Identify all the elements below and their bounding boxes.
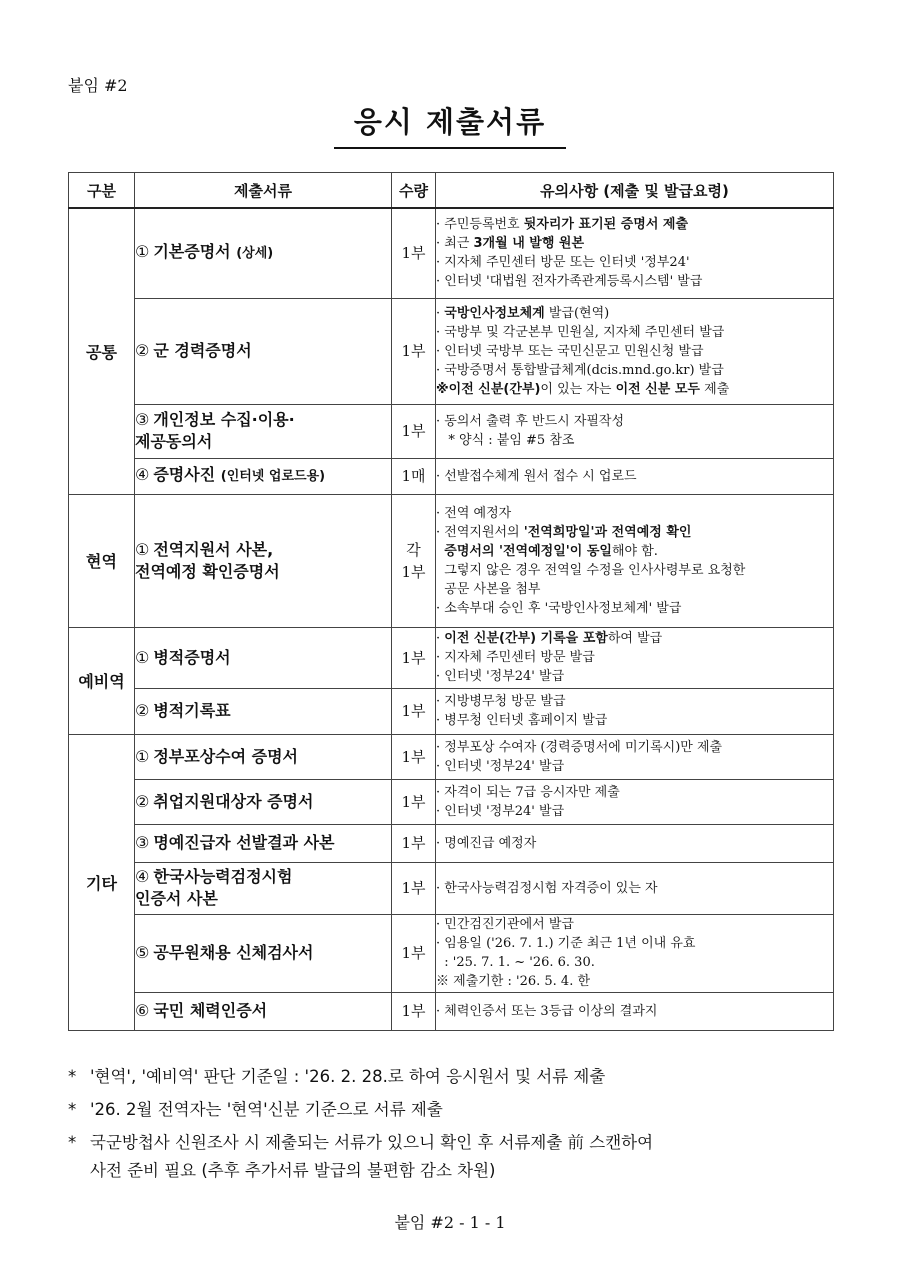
header-document: 제출서류 <box>135 173 392 209</box>
notes-cell <box>436 779 834 824</box>
note-emphasis: ※이전 신분(간부) <box>436 381 541 397</box>
note-text: 하여 발급 <box>607 631 663 646</box>
document-cell <box>135 824 392 862</box>
quantity-cell: 1부 <box>392 734 436 779</box>
quantity-cell: 1부 <box>392 298 436 404</box>
note-line <box>436 915 833 934</box>
note-text: · 지방병무청 방문 발급 <box>436 694 566 709</box>
attachment-label: 붙임 #2 <box>68 76 128 95</box>
note-text: * 양식 : 붙임 #5 참조 <box>436 433 575 448</box>
document-cell <box>135 494 392 627</box>
note-text: ※ 제출기한 : '26. 5. 4. 한 <box>436 974 591 989</box>
item-number: ④ <box>135 867 150 886</box>
table-row <box>69 298 834 404</box>
table-row <box>69 688 834 734</box>
note-line <box>436 692 833 711</box>
note-text: · 최근 <box>436 236 474 252</box>
note-line <box>436 234 833 253</box>
note-line <box>436 738 833 757</box>
note-text: · 인터넷 '정부24' 발급 <box>436 669 565 684</box>
note-text: · 국방부 및 각군본부 민원실, 지자체 주민센터 발급 <box>436 324 725 340</box>
item-number: ① <box>135 746 150 766</box>
notes-cell <box>436 298 834 404</box>
footnote <box>68 1063 605 1091</box>
quantity-cell: 1부 <box>392 208 436 298</box>
note-text: · <box>436 631 445 646</box>
note-line <box>436 361 833 380</box>
notes-cell <box>436 824 834 862</box>
note-line <box>436 323 833 342</box>
note-text: · 인터넷 국방부 또는 국민신문고 민원신청 발급 <box>436 343 704 359</box>
document-cell <box>135 779 392 824</box>
table-row <box>69 627 834 688</box>
document-name: 취업지원대상자 증명서 <box>153 791 314 811</box>
footnote <box>68 1096 443 1124</box>
table-header-row <box>69 173 834 209</box>
footnote-star: * <box>68 1133 77 1152</box>
item-number: ⑤ <box>135 943 150 962</box>
note-line <box>436 711 833 730</box>
note-line <box>436 215 833 234</box>
note-line <box>436 757 833 776</box>
item-number: ③ <box>135 833 150 852</box>
quantity-cell: 1부 <box>392 404 436 458</box>
note-text: · 국방증명서 통합발급체계(dcis.mnd.go.kr) 발급 <box>436 362 724 378</box>
note-text: · 전역 예정자 <box>436 505 512 521</box>
table-row <box>69 992 834 1030</box>
note-text: · 인터넷 '정부24' 발급 <box>436 758 565 774</box>
document-name: 국민 체력인증서 <box>153 1001 268 1020</box>
table-row <box>69 208 834 298</box>
note-text: · 인터넷 '대법원 전자가족관계등록시스템' 발급 <box>436 274 703 290</box>
note-text: · 병무청 인터넷 홈페이지 발급 <box>436 713 608 728</box>
note-line <box>436 934 833 953</box>
note-text: · 인터넷 '정부24' 발급 <box>436 803 565 819</box>
note-text: · 주민등록번호 <box>436 217 524 233</box>
note-line <box>436 953 833 972</box>
note-line <box>436 504 833 523</box>
document-cell <box>135 208 392 298</box>
document-name: 증명사진 <box>153 465 216 484</box>
note-emphasis: 뒷자리가 표기된 증명서 제출 <box>523 217 689 233</box>
note-line <box>436 783 833 802</box>
note-text: · <box>436 305 445 321</box>
note-line <box>436 802 833 821</box>
quantity-cell: 1매 <box>392 458 436 494</box>
document-name: 전역지원서 사본, 전역예정 확인증명서 <box>135 539 280 581</box>
item-number: ① <box>135 242 150 262</box>
note-text: · 지자체 주민센터 방문 또는 인터넷 '정부24' <box>436 255 690 271</box>
note-text: 해야 함. <box>611 543 658 559</box>
note-line <box>436 648 833 667</box>
quantity-cell: 1부 <box>392 914 436 992</box>
document-name: 한국사능력검정시험 인증서 사본 <box>135 867 293 908</box>
document-name: 병적기록표 <box>153 701 231 720</box>
document-cell <box>135 404 392 458</box>
footnote-star: * <box>68 1100 77 1119</box>
notes-cell <box>436 494 834 627</box>
note-emphasis: 3개월 내 발행 원본 <box>473 236 585 252</box>
item-number: ⑥ <box>135 1001 150 1020</box>
footnote-star: * <box>68 1067 77 1086</box>
note-text: · 소속부대 승인 후 '국방인사정보체계' 발급 <box>436 600 682 616</box>
note-text: 공문 사본을 첨부 <box>436 581 541 597</box>
note-line <box>436 972 833 991</box>
note-line <box>436 599 833 618</box>
note-line <box>436 523 833 542</box>
document-cell <box>135 914 392 992</box>
note-text: · 체력인증서 또는 3등급 이상의 결과지 <box>436 1003 658 1019</box>
quantity-cell: 1부 <box>392 627 436 688</box>
quantity-cell: 각 1부 <box>392 494 436 627</box>
note-text: 발급(현역) <box>544 305 610 321</box>
notes-cell <box>436 914 834 992</box>
document-cell <box>135 734 392 779</box>
note-line <box>436 561 833 580</box>
note-line <box>436 431 833 450</box>
note-line <box>436 542 833 561</box>
document-name: 개인정보 수집·이용· 제공동의서 <box>135 410 295 451</box>
notes-cell <box>436 688 834 734</box>
notes-cell <box>436 862 834 914</box>
table-row <box>69 914 834 992</box>
notes-cell <box>436 734 834 779</box>
document-cell <box>135 862 392 914</box>
notes-cell <box>436 404 834 458</box>
item-number: ① <box>135 647 150 667</box>
note-line <box>436 412 833 431</box>
item-number: ② <box>135 791 150 811</box>
note-text: · 임용일 ('26. 7. 1.) 기준 최근 1년 이내 유효 <box>436 936 696 951</box>
header-quantity: 수량 <box>392 173 436 209</box>
quantity-cell: 1부 <box>392 862 436 914</box>
note-emphasis: 이전 신분(간부) 기록을 포함 <box>444 631 608 646</box>
item-number: ② <box>135 341 150 360</box>
note-text: · 동의서 출력 후 반드시 자필작성 <box>436 414 625 429</box>
document-cell <box>135 458 392 494</box>
header-category: 구분 <box>69 173 135 209</box>
title-underline <box>334 147 566 149</box>
note-text: 제출 <box>700 381 730 397</box>
note-text: · 전역지원서의 <box>436 524 524 540</box>
document-cell <box>135 298 392 404</box>
category-cell: 예비역 <box>69 627 135 734</box>
category-cell: 공통 <box>69 208 135 494</box>
note-text: · 한국사능력검정시험 자격증이 있는 자 <box>436 880 658 896</box>
item-number: ③ <box>135 410 150 429</box>
item-number: ② <box>135 701 150 720</box>
note-text: · 명예진급 예정자 <box>436 835 537 851</box>
note-text: 그렇지 않은 경우 전역일 수정을 인사사령부로 요청한 <box>436 562 746 578</box>
note-line <box>436 580 833 599</box>
note-line <box>436 253 833 272</box>
document-suffix: (인터넷 업로드용) <box>220 469 326 484</box>
note-line <box>436 1002 833 1021</box>
notes-cell <box>436 208 834 298</box>
item-number: ④ <box>135 465 150 484</box>
quantity-cell: 1부 <box>392 824 436 862</box>
note-line <box>436 380 833 399</box>
quantity-cell: 1부 <box>392 688 436 734</box>
header-notes: 유의사항 (제출 및 발급요령) <box>436 173 834 209</box>
quantity-cell: 1부 <box>392 992 436 1030</box>
document-name: 정부포상수여 증명서 <box>153 746 299 766</box>
note-line <box>436 467 833 486</box>
document-cell <box>135 688 392 734</box>
document-cell <box>135 627 392 688</box>
document-name: 기본증명서 <box>153 242 231 262</box>
footnote-text: 국군방첩사 신원조사 시 제출되는 서류가 있으니 확인 후 서류제출 前 스캔하여 <box>90 1133 654 1152</box>
note-line <box>436 629 833 648</box>
note-text: 이 있는 자는 <box>540 381 616 397</box>
document-name: 명예진급자 선발결과 사본 <box>153 833 335 852</box>
footnote-text: 사전 준비 필요 (추후 추가서류 발급의 불편함 감소 차원) <box>90 1161 496 1180</box>
notes-cell <box>436 627 834 688</box>
note-text: · 지자체 주민센터 방문 발급 <box>436 650 595 665</box>
note-emphasis: 이전 신분 모두 <box>615 381 700 397</box>
note-line <box>436 272 833 291</box>
document-cell <box>135 992 392 1030</box>
page-title: 응시 제출서류 <box>353 105 547 139</box>
table-row <box>69 404 834 458</box>
note-line <box>436 879 833 898</box>
document-name: 공무원채용 신체검사서 <box>153 943 314 962</box>
note-text: · 자격이 되는 7급 응시자만 제출 <box>436 784 620 800</box>
table-row <box>69 824 834 862</box>
note-line <box>436 834 833 853</box>
table-row <box>69 458 834 494</box>
notes-cell <box>436 992 834 1030</box>
footnote-text: '26. 2월 전역자는 '현역'신분 기준으로 서류 제출 <box>90 1100 443 1119</box>
footnote-text: '현역', '예비역' 판단 기준일 : '26. 2. 28.로 하여 응시원서 및 서류 제출 <box>90 1067 606 1086</box>
note-text: · 정부포상 수여자 (경력증명서에 미기록시)만 제출 <box>436 739 723 755</box>
note-text: · 선발접수체계 원서 접수 시 업로드 <box>436 468 637 484</box>
category-cell: 현역 <box>69 494 135 627</box>
note-line <box>436 667 833 686</box>
footnote <box>68 1129 653 1157</box>
page-number: 붙임 #2 - 1 - 1 <box>394 1213 506 1232</box>
note-line <box>436 342 833 361</box>
documents-table <box>68 172 834 1031</box>
document-suffix: (상세) <box>236 246 274 262</box>
note-emphasis: 국방인사정보체계 <box>444 305 545 321</box>
document-name: 군 경력증명서 <box>153 341 252 360</box>
table-row <box>69 494 834 627</box>
table-row <box>69 862 834 914</box>
note-text: · 민간검진기관에서 발급 <box>436 917 574 932</box>
item-number: ① <box>135 539 150 559</box>
table-row <box>69 779 834 824</box>
table-row <box>69 734 834 779</box>
note-line <box>436 304 833 323</box>
note-text: : '25. 7. 1. ~ '26. 6. 30. <box>436 955 595 970</box>
category-cell: 기타 <box>69 734 135 1030</box>
footnote <box>68 1157 496 1185</box>
notes-cell <box>436 458 834 494</box>
note-emphasis: 증명서의 '전역예정일'이 동일 <box>444 543 612 559</box>
quantity-cell: 1부 <box>392 779 436 824</box>
note-emphasis: '전역희망일'과 전역예정 확인 <box>523 524 692 540</box>
document-name: 병적증명서 <box>153 647 231 667</box>
